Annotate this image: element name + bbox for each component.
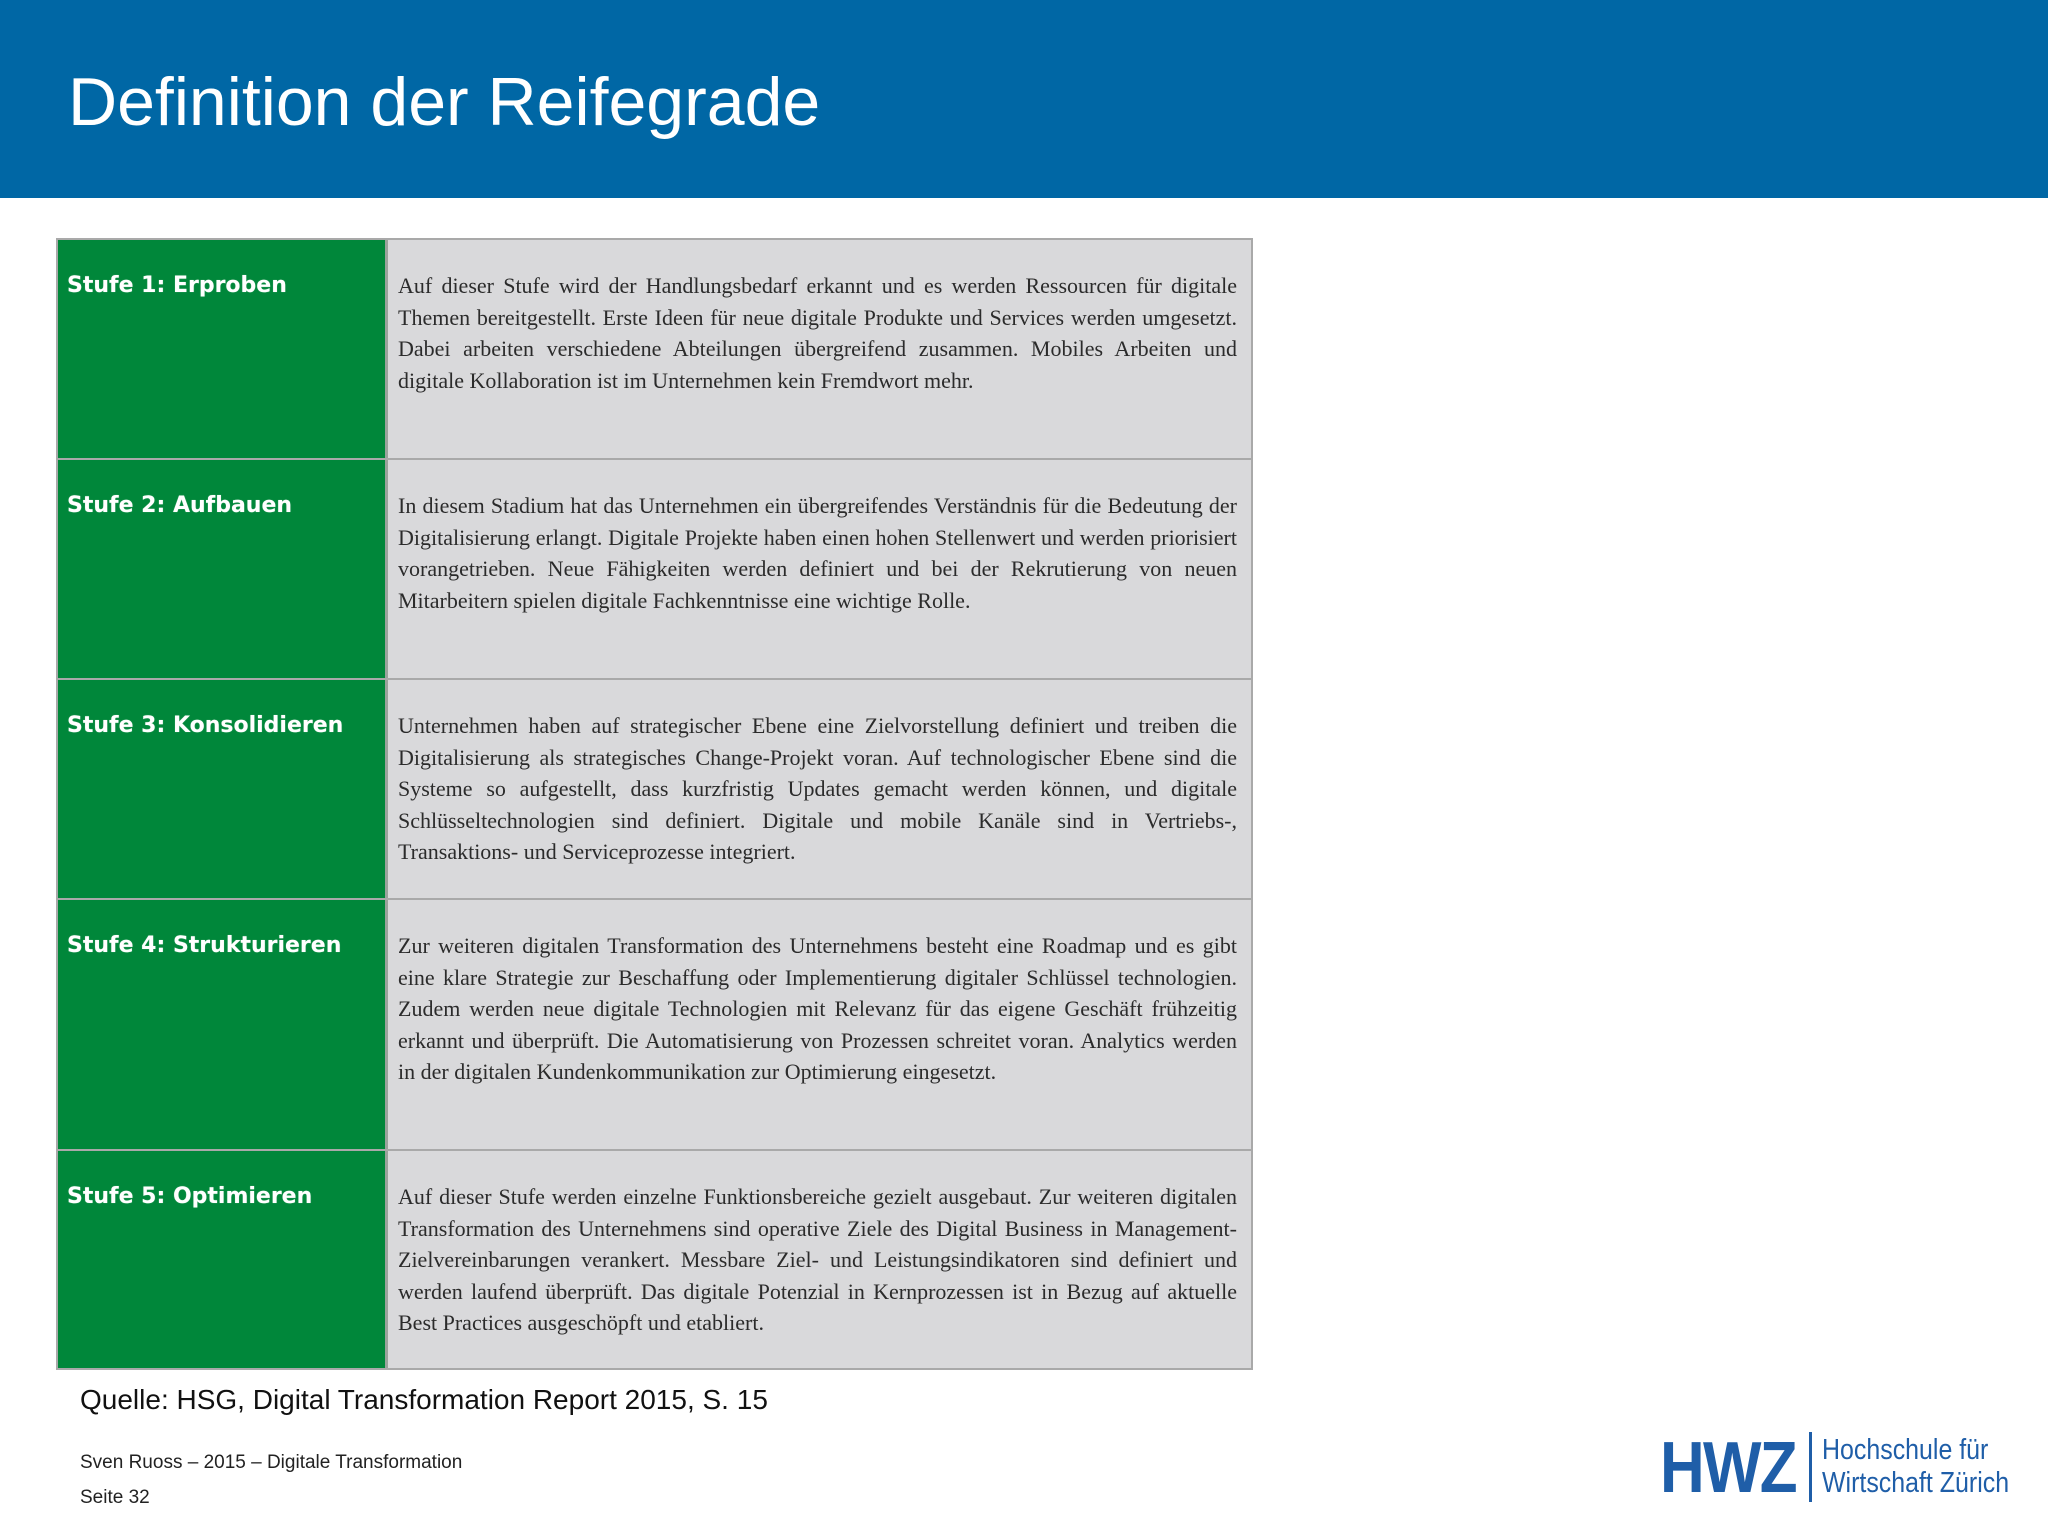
stage-label-cell xyxy=(58,900,388,1149)
maturity-stages-table xyxy=(56,238,1253,1370)
stage-description: Zur weiteren digitalen Transformation des Unternehmens besteht eine Roadmap und es gibt eine klare Strategie zur Beschaffung oder Implementierung digitaler Schlüssel technologien. Zudem werden neue digitale Technologien mit Relevanz für das eigene Geschäft frühzeitig erkannt und überprüft. Die Automatisierung von Prozessen schreitet voran. Analytics werden in der digitalen Kundenkommunikation zur Optimierung eingesetzt. xyxy=(398,933,1237,1084)
stage-label-cell xyxy=(58,460,388,678)
stage-description-cell xyxy=(388,900,1251,1149)
stage-label: Stufe 5: Optimieren xyxy=(67,1184,313,1209)
table-row xyxy=(58,1151,1251,1368)
logo-divider xyxy=(1809,1432,1812,1502)
stage-label-cell xyxy=(58,240,388,458)
logo-line-2: Wirtschaft Zürich xyxy=(1822,1467,2010,1499)
page-number: Seite 32 xyxy=(80,1487,150,1508)
stage-label: Stufe 1: Erproben xyxy=(67,273,287,298)
logo-mark: HWZ xyxy=(1660,1428,1796,1508)
stage-label: Stufe 3: Konsolidieren xyxy=(67,713,344,738)
stage-label: Stufe 2: Aufbauen xyxy=(67,493,293,518)
stage-label: Stufe 4: Strukturieren xyxy=(67,933,342,958)
table-row xyxy=(58,900,1251,1151)
stage-description: In diesem Stadium hat das Unternehmen ein übergreifendes Verständnis für die Bedeutung der Digitalisierung erlangt. Digitale Projekte haben einen hohen Stellenwert und werden priorisiert vorangetrieben. Neue Fähigkeiten werden definiert und bei der Rekrutierung von neuen Mitarbeitern spielen digitale Fachkenntnisse eine wichtige Rolle. xyxy=(398,493,1237,613)
table-row xyxy=(58,240,1251,460)
footer-author-line: Sven Ruoss – 2015 – Digitale Transformation xyxy=(80,1452,463,1473)
source-citation: Quelle: HSG, Digital Transformation Report 2015, S. 15 xyxy=(80,1384,768,1415)
table-row xyxy=(58,680,1251,900)
hwz-logo xyxy=(1660,1428,2020,1508)
stage-description: Unternehmen haben auf strategischer Ebene eine Zielvorstellung definiert und treiben die Digitalisierung als strategisches Change-Projekt voran. Auf technologischer Ebene sind die Systeme so aufgestellt, dass kurzfristig Updates gemacht werden können, und digitale Schlüsseltechnologien sind definiert. Digitale und mobile Kanäle sind in Vertriebs-, Transaktions- und Serviceprozesse integriert. xyxy=(398,713,1237,864)
stage-description-cell xyxy=(388,1151,1251,1368)
stage-description: Auf dieser Stufe werden einzelne Funktionsbereiche gezielt ausgebaut. Zur weiteren digitalen Transformation des Unternehmens sind operative Ziele des Digital Business in Management-Zielvereinbarungen verankert. Messbare Ziel- und Leistungsindikatoren sind definiert und werden laufend überprüft. Das digitale Potenzial in Kernprozessen ist in Bezug auf aktuelle Best Practices ausgeschöpft und etabliert. xyxy=(398,1184,1237,1335)
table-row xyxy=(58,460,1251,680)
page-title: Definition der Reifegrade xyxy=(68,64,821,140)
header-bar xyxy=(0,0,2048,198)
stage-description-cell xyxy=(388,240,1251,458)
logo-wordmark xyxy=(1822,1434,2009,1500)
stage-label-cell xyxy=(58,680,388,898)
stage-label-cell xyxy=(58,1151,388,1368)
stage-description: Auf dieser Stufe wird der Handlungsbedarf erkannt und es werden Ressourcen für digitale Themen bereitgestellt. Erste Ideen für neue digitale Produkte und Services werden umgesetzt. Dabei arbeiten verschiedene Abteilungen übergreifend zusammen. Mobiles Arbeiten und digitale Kollaboration ist im Unternehmen kein Fremdwort mehr. xyxy=(398,273,1237,393)
stage-description-cell xyxy=(388,460,1251,678)
logo-line-1: Hochschule für xyxy=(1822,1434,1989,1466)
stage-description-cell xyxy=(388,680,1251,898)
